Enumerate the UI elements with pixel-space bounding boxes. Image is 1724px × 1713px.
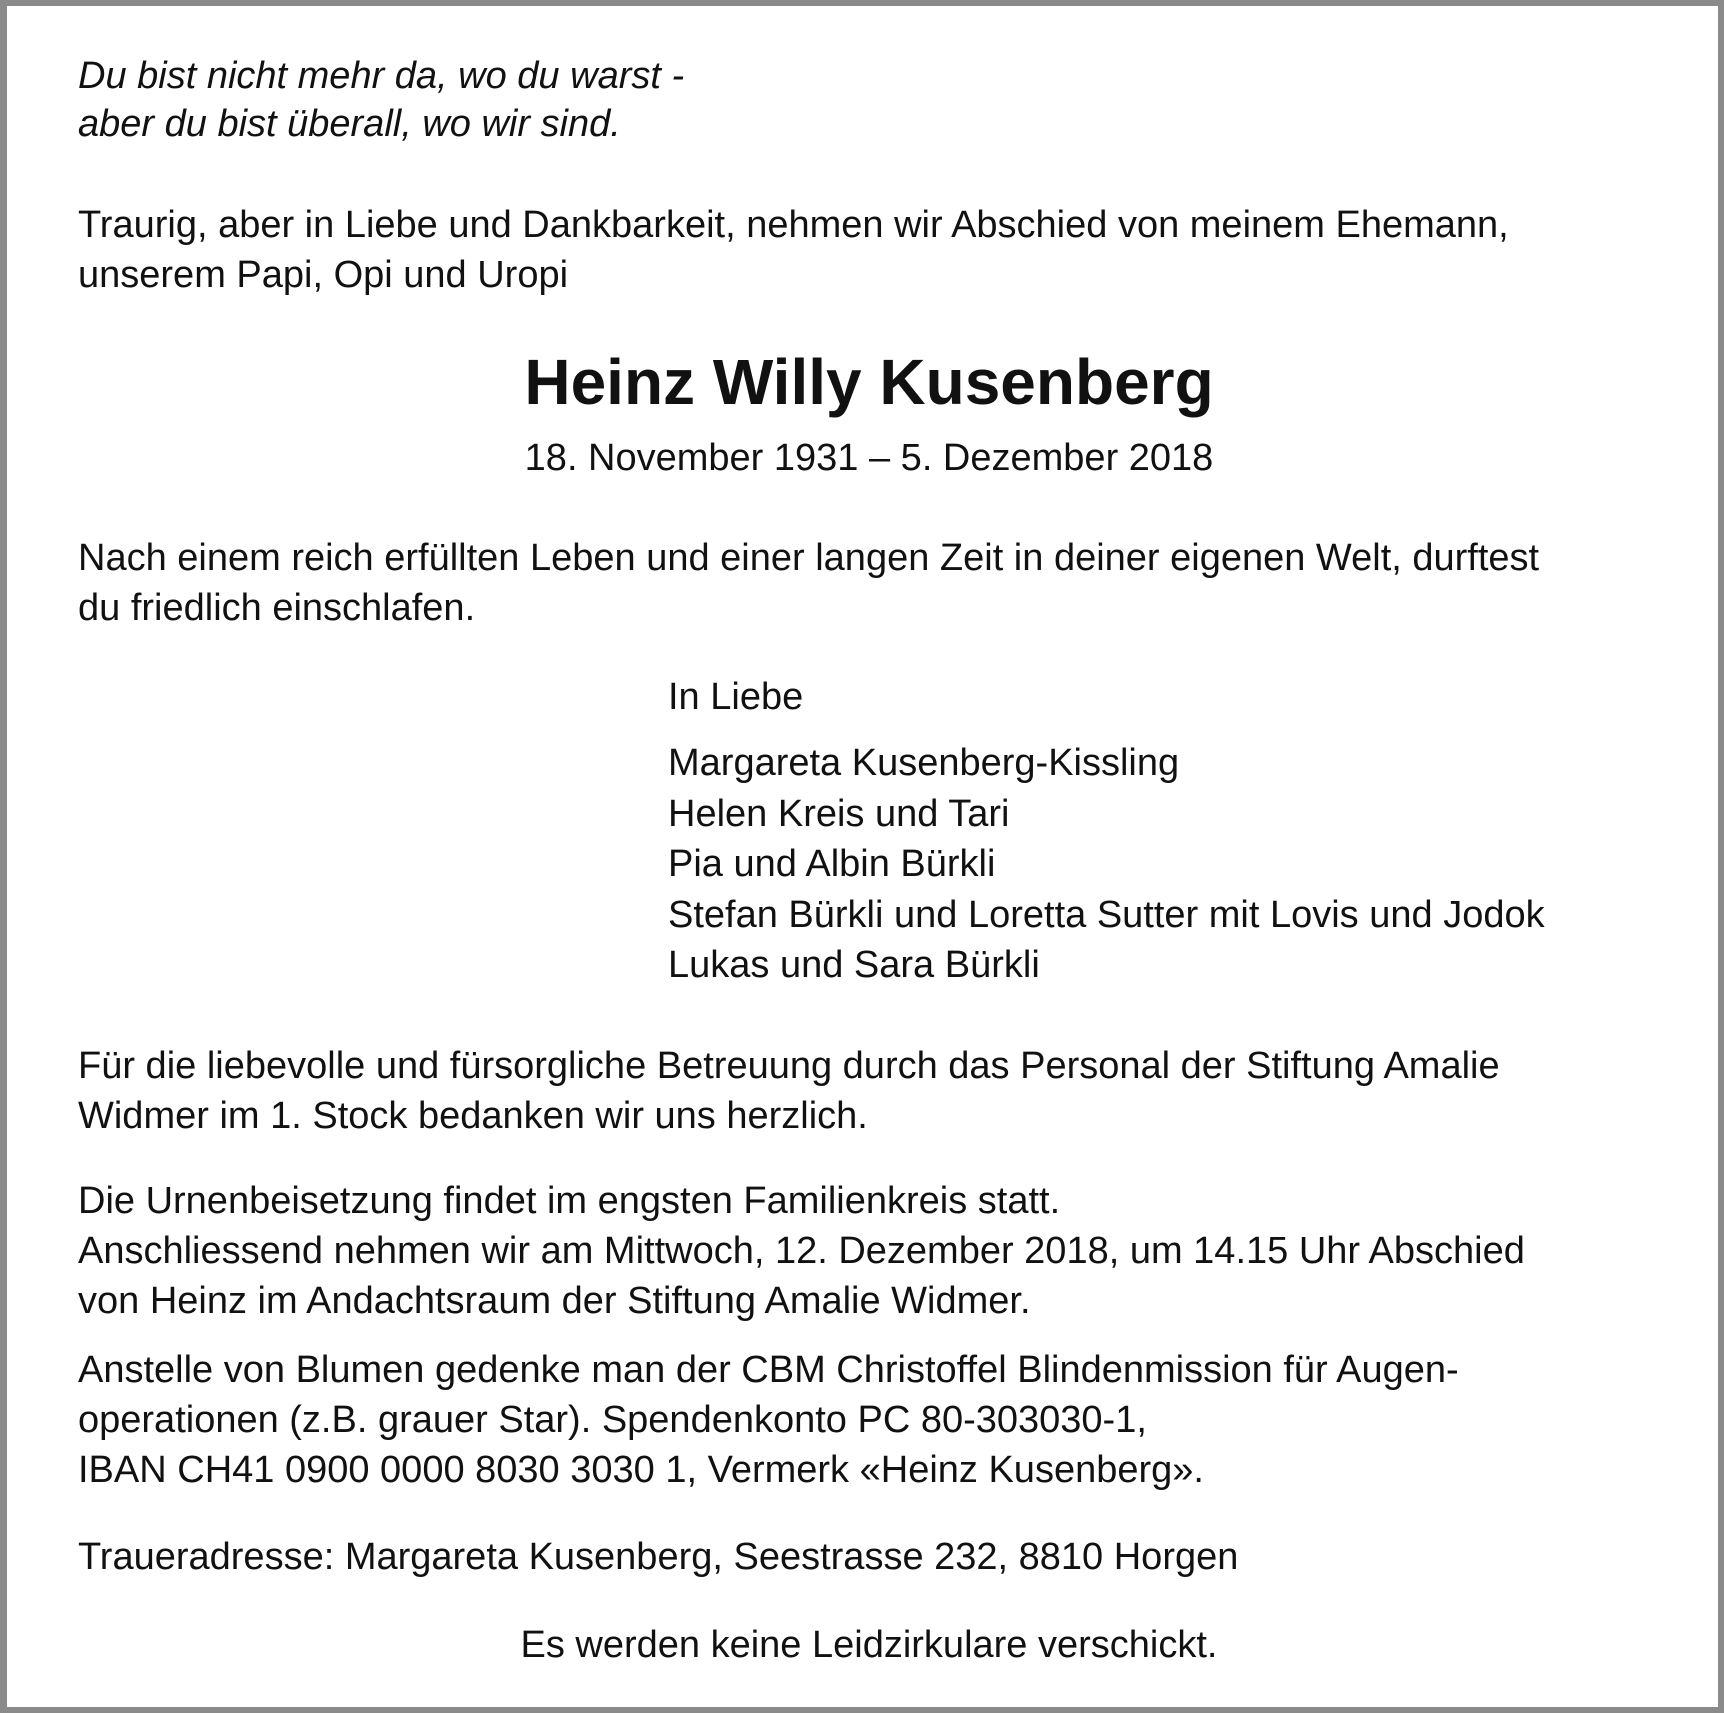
signatories-list — [668, 738, 1545, 991]
deceased-name: Heinz Willy Kusenberg — [524, 346, 1214, 418]
burial-paragraph — [78, 1176, 1525, 1326]
thanks-line: Für die liebevolle und fürsorgliche Betreuung durch das Personal der Stiftung Amalie — [78, 1045, 1500, 1087]
life-line: du friedlich einschlafen. — [78, 587, 476, 629]
mourning-address: Traueradresse: Margareta Kusenberg, Seestrasse 232, 8810 Horgen — [78, 1536, 1239, 1578]
life-line: Nach einem reich erfüllten Leben und einer langen Zeit in deiner eigenen Welt, durftest — [78, 537, 1540, 579]
signatory: Margareta Kusenberg-Kissling — [668, 742, 1180, 784]
signatory: Pia und Albin Bürkli — [668, 843, 996, 885]
life-paragraph — [78, 533, 1539, 633]
burial-line: Anschliessend nehmen wir am Mittwoch, 12. Dezember 2018, um 14.15 Uhr Abschied — [78, 1230, 1525, 1272]
signoff: In Liebe — [668, 676, 804, 718]
signatory: Stefan Bürkli und Loretta Sutter mit Lovis und Jodok — [668, 893, 1545, 936]
signatory: Helen Kreis und Tari — [668, 792, 1010, 835]
life-dates: 18. November 1931 – 5. Dezember 2018 — [524, 437, 1214, 479]
motto-verse — [78, 52, 684, 148]
burial-line: von Heinz im Andachtsraum der Stiftung Amalie Widmer. — [78, 1280, 1031, 1322]
closing-note: Es werden keine Leidzirkulare verschickt. — [520, 1624, 1218, 1666]
donation-line: operationen (z.B. grauer Star). Spendenkonto PC 80-303030-1, — [78, 1399, 1147, 1441]
donation-paragraph — [78, 1345, 1459, 1495]
thanks-line: Widmer im 1. Stock bedanken wir uns herzlich. — [78, 1095, 868, 1137]
thanks-paragraph — [78, 1041, 1500, 1141]
motto-line: aber du bist überall, wo wir sind. — [78, 103, 621, 145]
intro-line: Traurig, aber in Liebe und Dankbarkeit, nehmen wir Abschied von meinem Ehemann, — [78, 204, 1509, 246]
signatory: Lukas und Sara Bürkli — [668, 944, 1040, 986]
donation-line: IBAN CH41 0900 0000 8030 3030 1, Vermerk «Heinz Kusenberg». — [78, 1449, 1204, 1491]
intro-line: unserem Papi, Opi und Uropi — [78, 254, 569, 296]
intro-paragraph — [78, 200, 1509, 300]
burial-line: Die Urnenbeisetzung findet im engsten Familienkreis statt. — [78, 1180, 1061, 1222]
donation-line: Anstelle von Blumen gedenke man der CBM Christoffel Blindenmission für Augen- — [78, 1349, 1459, 1391]
motto-line: Du bist nicht mehr da, wo du warst - — [78, 55, 685, 97]
